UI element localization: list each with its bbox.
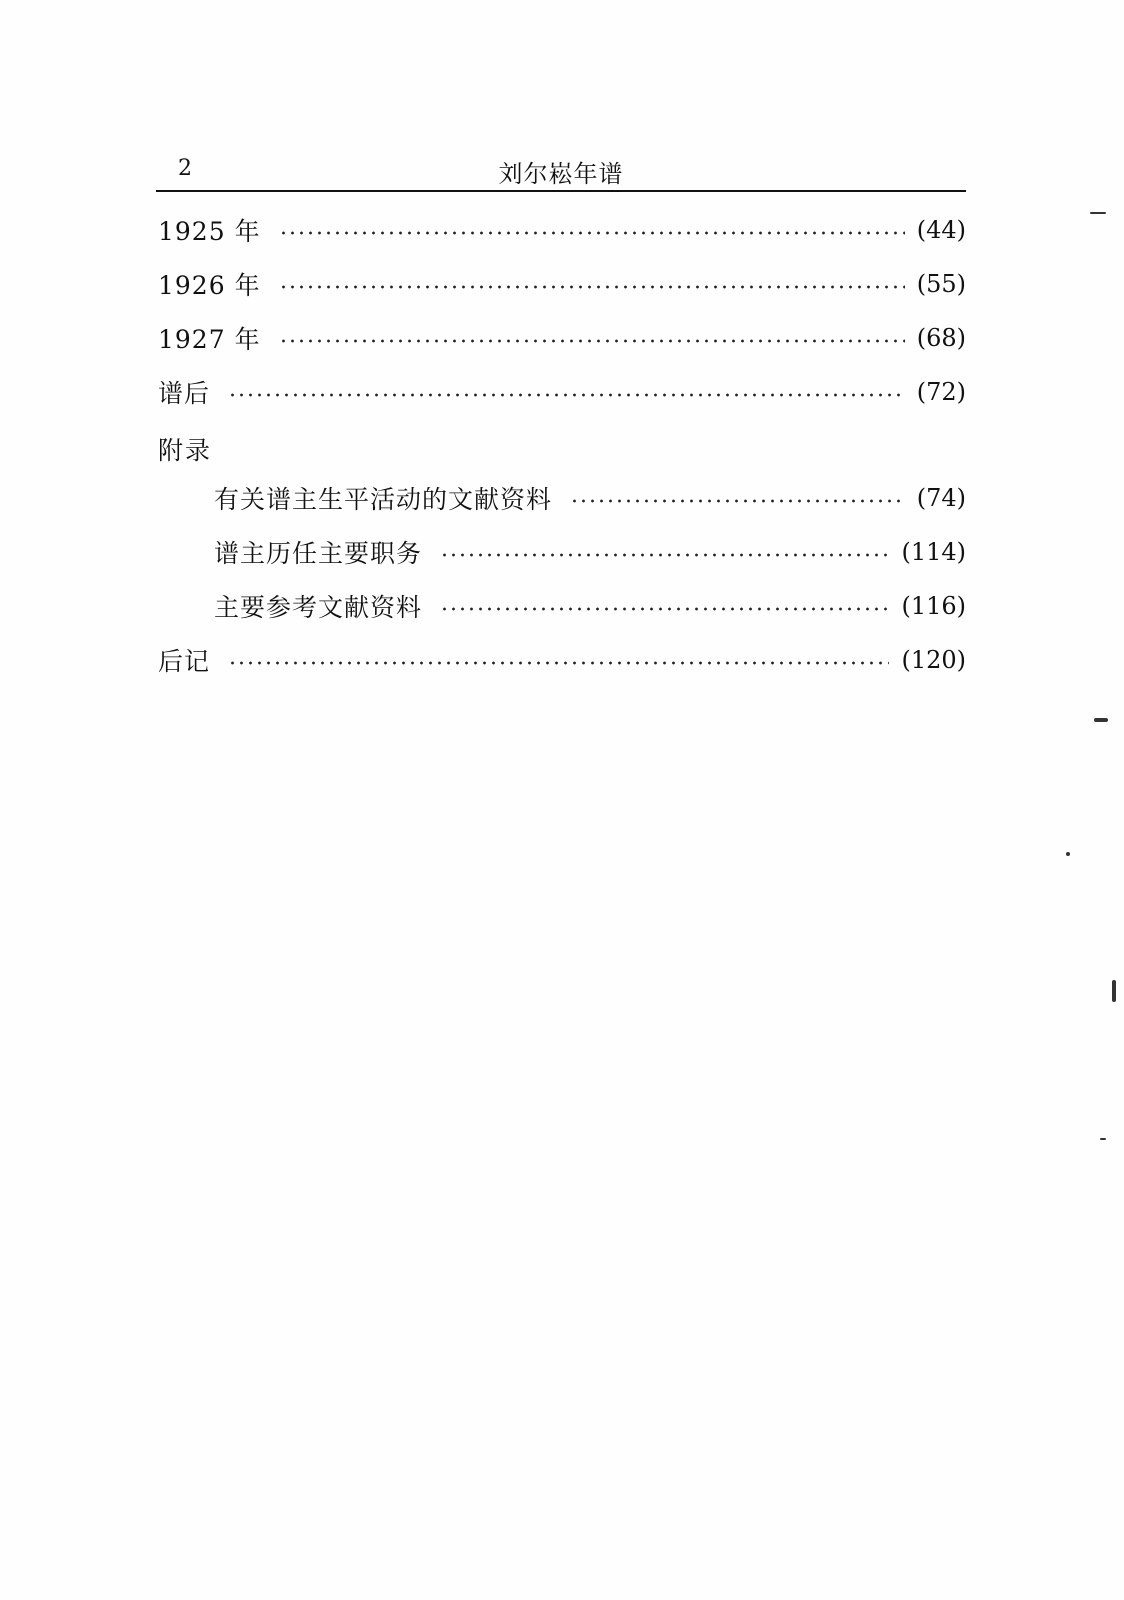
toc-entry-page: (68) [916,324,966,352]
dot-leader [279,339,905,343]
toc-entry-epilogue [158,370,966,414]
dot-leader [570,499,905,503]
toc-entry-page: (114) [901,538,966,566]
page-number: 2 [178,156,192,181]
toc-entry-label: 1926 年 [158,271,261,300]
toc-entry-page: (55) [916,270,966,298]
toc-entry-label: 后记 [158,647,211,676]
dot-leader [279,231,905,235]
header-rule [156,190,966,192]
toc-entry-label: 谱后 [158,379,211,408]
scan-speck [1066,852,1070,856]
dot-leader [228,661,889,665]
toc-entry-afterword [158,638,966,682]
toc-entry-label: 主要参考文献资料 [214,593,423,622]
dot-leader [440,553,889,557]
toc-entry-label: 1927 年 [158,325,261,354]
scan-speck [1090,212,1106,214]
toc-entry-page: (44) [916,216,966,244]
appendix-heading: 附录 [158,436,213,465]
dot-leader [279,285,905,289]
toc-entry-page: (120) [901,646,966,674]
scan-speck [1112,980,1116,1002]
toc-entry-page: (72) [916,378,966,406]
scan-speck [1100,1138,1106,1140]
dot-leader [228,393,905,397]
running-head [156,150,966,190]
book-title: 刘尔崧年谱 [498,160,624,188]
scan-speck [1094,718,1108,722]
toc-entry-1925 [158,208,966,252]
dot-leader [440,607,889,611]
toc-entry-label: 有关谱主生平活动的文献资料 [214,485,553,514]
toc-entry-page: (116) [901,592,966,620]
toc-entry-1927 [158,316,966,360]
toc-entry-documents [214,476,966,520]
toc-entry-1926 [158,262,966,306]
toc-entry-references [214,584,966,628]
toc-entry-page: (74) [916,484,966,512]
toc-entry-label: 1925 年 [158,217,261,246]
toc-entry-label: 谱主历任主要职务 [214,539,423,568]
toc-entry-positions [214,530,966,574]
